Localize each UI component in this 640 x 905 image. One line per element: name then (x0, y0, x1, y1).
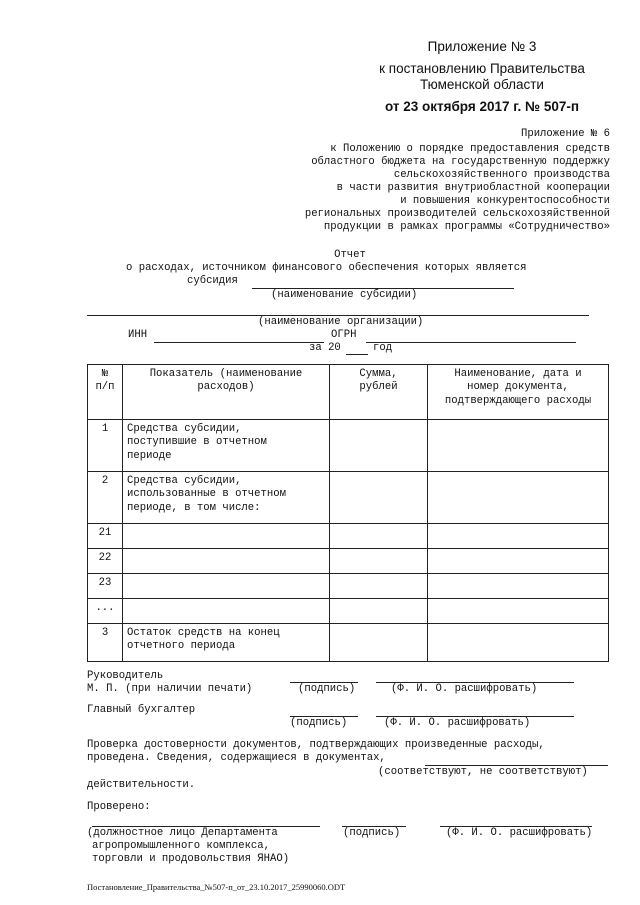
row-document (428, 624, 609, 662)
table-row (88, 549, 609, 574)
check-line-1: Проверка достоверности документов, подтверждающих произведенные расходы, (87, 739, 545, 751)
subsidy-label: субсидия (187, 275, 238, 287)
period-prefix: за 20 (309, 342, 341, 354)
period-year-line (346, 354, 368, 355)
table-header-row (88, 365, 609, 420)
row-amount (330, 574, 428, 599)
row-number: 3 (88, 624, 123, 662)
seal-label: М. П. (при наличии печати) (87, 683, 253, 695)
report-title: Отчет (334, 249, 366, 261)
accountant-name-caption: (Ф. И. О. расшифровать) (384, 717, 531, 729)
region: Тюменской области (420, 77, 544, 92)
expense-report-table (87, 364, 609, 662)
table-row (88, 599, 609, 624)
row-document (428, 549, 609, 574)
row-amount (330, 472, 428, 524)
row-amount (330, 599, 428, 624)
row-amount (330, 549, 428, 574)
appendix-label: Приложение № 3 (427, 39, 537, 54)
row-indicator (123, 599, 330, 624)
to-resolution: к постановлению Правительства (379, 61, 585, 76)
ogrn-line (366, 342, 576, 343)
checked-label: Проверено: (87, 801, 151, 813)
header-number: № п/п (88, 365, 123, 420)
row-indicator (123, 549, 330, 574)
row-indicator: Остаток средств на конец отчетного периода (123, 624, 330, 662)
attachment-line: и повышения конкурентоспособности (400, 195, 610, 207)
table-row (88, 574, 609, 599)
footer-filename: Постановление_Правительства_№507-п_от_23.10.2017_25990060.ODT (87, 882, 346, 892)
row-number: 22 (88, 549, 123, 574)
accountant-signature-caption: (подпись) (290, 717, 348, 729)
row-indicator (123, 524, 330, 549)
row-document (428, 524, 609, 549)
row-amount (330, 524, 428, 549)
head-label: Руководитель (87, 670, 164, 682)
ogrn-label: ОГРН (331, 329, 357, 341)
official-line-2: агропромышленного комплекса, (92, 840, 271, 852)
row-number: ... (88, 599, 123, 624)
row-document (428, 420, 609, 472)
row-amount (330, 624, 428, 662)
inn-label: ИНН (128, 329, 148, 341)
subsidy-caption: (наименование субсидии) (271, 289, 418, 301)
header-amount: Сумма, рублей (330, 365, 428, 420)
accountant-label: Главный бухгалтер (87, 704, 196, 716)
organization-caption: (наименование организации) (258, 316, 424, 328)
report-subtitle: о расходах, источником финансового обеспечения которых является (126, 262, 527, 274)
attachment-label: Приложение № 6 (520, 128, 610, 140)
header-indicator: Показатель (наименование расходов) (123, 365, 330, 420)
table-row (88, 420, 609, 472)
period-suffix: год (373, 342, 393, 354)
row-number: 23 (88, 574, 123, 599)
row-number: 1 (88, 420, 123, 472)
inn-line (154, 342, 324, 343)
row-indicator: Средства субсидии, использованные в отчетном периоде, в том числе: (123, 472, 330, 524)
check-line-2: проведена. Сведения, содержащиеся в документах, (87, 752, 386, 764)
table-row (88, 624, 609, 662)
header-document: Наименование, дата и номер документа, подтверждающего расходы (428, 365, 609, 420)
official-caption: (должностное лицо Департамента (87, 827, 278, 839)
check-caption: (соответствуют, не соответствуют) (378, 766, 588, 778)
official-signature-caption: (подпись) (343, 827, 401, 839)
official-line-3: торговли и продовольствия ЯНАО) (92, 853, 290, 865)
table-row (88, 524, 609, 549)
head-name-caption: (Ф. И. О. расшифровать) (391, 683, 538, 695)
attachment-line: к Положению о порядке предоставления средств (330, 143, 610, 155)
row-indicator (123, 574, 330, 599)
row-number: 21 (88, 524, 123, 549)
row-number: 2 (88, 472, 123, 524)
validity-text: действительности. (87, 779, 196, 791)
row-amount (330, 420, 428, 472)
attachment-line: продукции в рамках программы «Сотрудничество» (323, 221, 610, 233)
row-document (428, 599, 609, 624)
row-document (428, 574, 609, 599)
attachment-line: областного бюджета на государственную поддержку (311, 156, 610, 168)
row-document (428, 472, 609, 524)
attachment-line: сельскохозяйственного производства (393, 169, 610, 181)
official-name-caption: (Ф. И. О. расшифровать) (446, 827, 593, 839)
resolution-date-number: от 23 октября 2017 г. № 507-п (384, 99, 580, 114)
row-indicator: Средства субсидии, поступившие в отчетном периоде (123, 420, 330, 472)
head-signature-caption: (подпись) (298, 683, 356, 695)
attachment-line: в части развития внутриобластной кооперации (336, 182, 610, 194)
attachment-line: региональных производителей сельскохозяйственной (304, 208, 610, 220)
table-row (88, 472, 609, 524)
